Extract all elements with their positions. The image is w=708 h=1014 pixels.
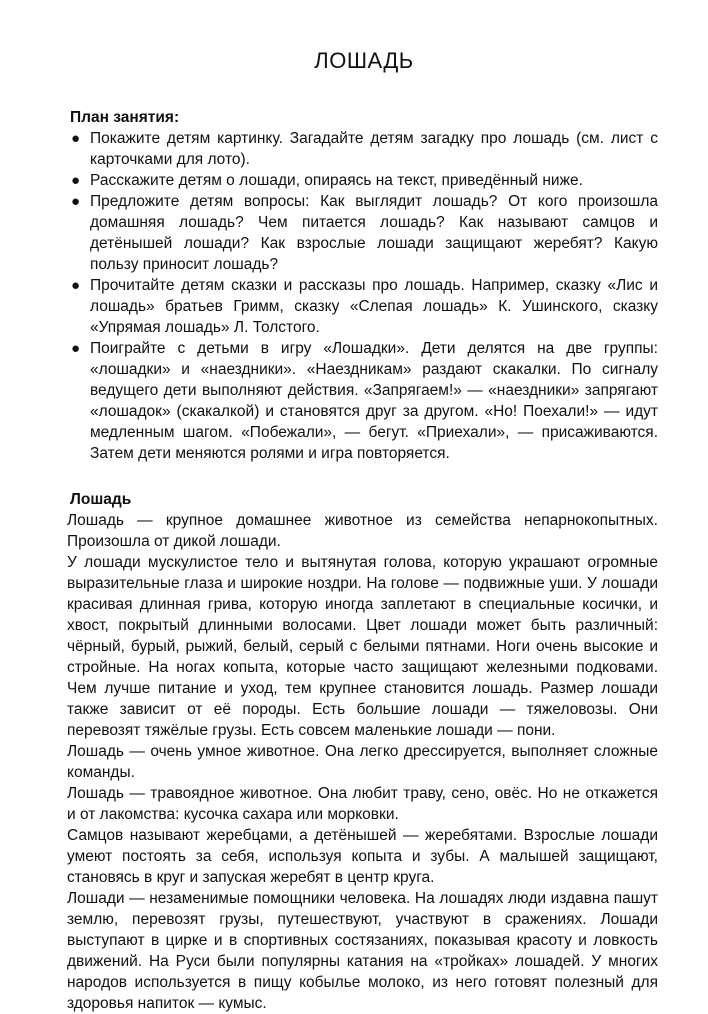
story-paragraph: Самцов называют жеребцами, а детёнышей — жеребятами. Взрослые лошади умеют постоять за себя, используя копыта и зубы. А малышей защищают, становясь в круг и запуская жеребят в центр круга. (67, 827, 658, 886)
section-spacer (70, 464, 658, 490)
lesson-plan-section (70, 108, 658, 464)
story-heading: Лошадь (70, 491, 132, 508)
lesson-plan-item (70, 128, 658, 170)
document-page (67, 48, 658, 1014)
lesson-plan-item-text: Прочитайте детям сказки и рассказы про лошадь. Например, сказку «Лис и лошадь» братьев Гримм, сказку «Слепая лошадь» К. Ушинского, сказку «Упрямая лошадь» Л. Толстого. (90, 277, 658, 336)
lesson-plan-item-text: Расскажите детям о лошади, опираясь на текст, приведённый ниже. (90, 172, 583, 189)
lesson-plan-list (70, 128, 658, 464)
story-paragraph: Лошадь — травоядное животное. Она любит траву, сено, овёс. Но не откажется и от лакомства: кусочка сахара или морковки. (67, 785, 658, 823)
lesson-plan-item (70, 191, 658, 275)
lesson-plan-item (70, 338, 658, 464)
story-paragraph: У лошади мускулистое тело и вытянутая голова, которую украшают огромные выразительные глаза и широкие ноздри. На голове — подвижные уши. У лошади красивая длинная грива, которую иногда заплетают в специальные косички, и хвост, покрытый длинными волосами. Цвет лошади может быть различный: чёрный, бурый, рыжий, белый, серый с белыми пятнами. Ноги очень высокие и стройные. На ногах копыта, которые часто защищают железными подковами. Чем лучше питание и уход, тем крупнее становится лошадь. Размер лошади также зависит от её породы. Есть большие лошади — тяжеловозы. Они перевозят тяжёлые грузы. Есть совсем маленькие лошади — пони. (67, 554, 658, 739)
lesson-plan-item-text: Поиграйте с детьми в игру «Лошадки». Дети делятся на две группы: «лошадки» и «наездники». «Наездникам» раздают скакалки. По сигналу ведущего дети выполняют действия. «Запрягаем!» — «наездники» запрягают «лошадок» (скакалкой) и становятся друг за другом. «Но! Поехали!» — идут медленным шагом. «Побежали», — бегут. «Приехали», — присаживаются. Затем дети меняются ролями и игра повторяется. (90, 340, 658, 462)
lesson-plan-item-text: Предложите детям вопросы: Как выглядит лошадь? От кого произошла домашняя лошадь? Чем питается лошадь? Как называют самцов и детёнышей лошади? Как взрослые лошади защищают жеребят? Какую пользу приносит лошадь? (90, 193, 658, 273)
bullet-icon: ● (71, 193, 81, 210)
bullet-icon: ● (71, 130, 81, 147)
bullet-icon: ● (71, 340, 81, 357)
bullet-icon: ● (71, 172, 81, 189)
bullet-icon: ● (71, 277, 81, 294)
story-section (67, 490, 658, 1014)
lesson-plan-heading: План занятия: (70, 109, 180, 126)
lesson-plan-item-text: Покажите детям картинку. Загадайте детям загадку про лошадь (см. лист с карточками для лото). (90, 130, 658, 168)
story-paragraph: Лошадь — крупное домашнее животное из семейства непарнокопытных. Произошла от дикой лошади. (67, 512, 658, 550)
story-paragraph: Лошади — незаменимые помощники человека. На лошадях люди издавна пашут землю, перевозят грузы, путешествуют, участвуют в сражениях. Лошади выступают в цирке и в спортивных состязаниях, показывая красоту и ловкость движений. На Руси были популярны катания на «тройках» лошадей. У многих народов используется в пищу кобылье молоко, из него готовят полезный для здоровья напиток — кумыс. (67, 890, 658, 1012)
lesson-plan-item (70, 170, 658, 191)
story-paragraph: Лошадь — очень умное животное. Она легко дрессируется, выполняет сложные команды. (67, 743, 658, 781)
page-title: ЛОШАДЬ (314, 48, 414, 73)
lesson-plan-item (70, 275, 658, 338)
